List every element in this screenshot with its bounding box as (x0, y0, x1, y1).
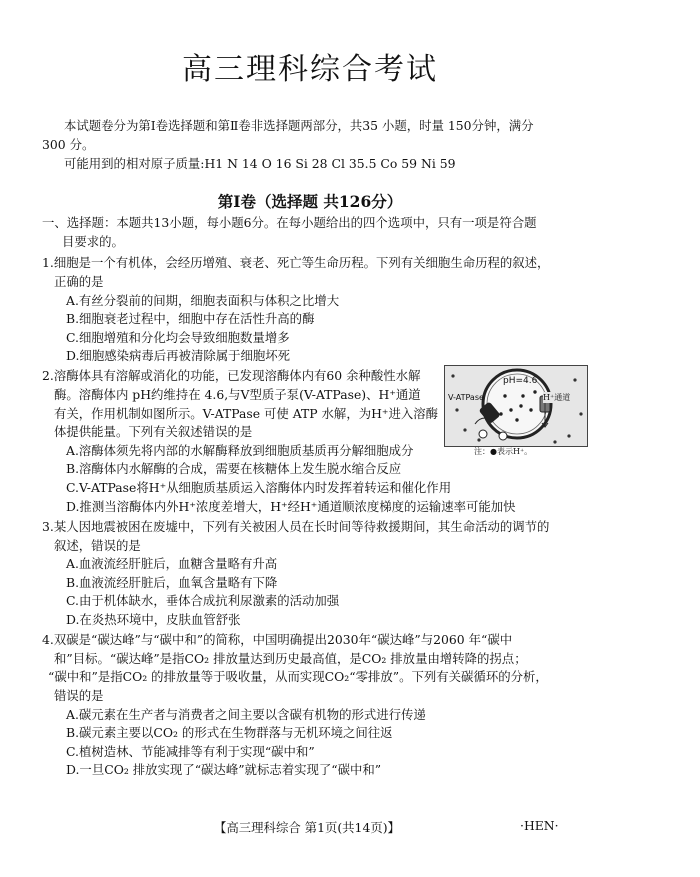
q2-option-c: C.V-ATPase将H⁺从细胞质基质运入溶酶体内时发挥着转运和催化作用 (66, 480, 452, 495)
lysosome-figure (444, 365, 586, 459)
q3-option-a: A.血液流经肝脏后，血糖含量略有升高 (66, 556, 278, 571)
exam-code: ·HEN· (520, 818, 559, 833)
intro-line-2: 300 分。 (42, 137, 95, 152)
q2-option-d: D.推测当溶酶体内外H⁺浓度差增大，H⁺经H⁺通道顺浓度梯度的运输速率可能加快 (66, 499, 516, 514)
q3-option-c: C.由于机体缺水，垂体合成抗利尿激素的活动加强 (66, 593, 340, 608)
q1-option-d: D.细胞感染病毒后再被清除属于细胞坏死 (66, 348, 291, 363)
q4-stem-3: “碳中和”是指CO₂ 的排放量等于吸收量，从而实现CO₂“零排放”。下列有关碳循环的分析， (48, 669, 548, 684)
q4-stem-1: 4.双碳是“碳达峰”与“碳中和”的简称，中国明确提出2030年“碳达峰”与2060 年“碳中 (42, 632, 513, 647)
q1-option-a: A.有丝分裂前的间期，细胞表面积与体积之比增大 (66, 293, 340, 308)
instructions-line-2: 目要求的。 (62, 234, 124, 249)
q2-stem-4: 体提供能量。下列有关叙述错误的是 (54, 424, 253, 439)
q4-option-d: D.一旦CO₂ 排放实现了“碳达峰”就标志着实现了“碳中和” (66, 762, 382, 777)
q4-option-c: C.植树造林、节能减排等有利于实现“碳中和” (66, 744, 315, 759)
figure-caption: 注：●表示H⁺。 (474, 447, 533, 456)
exam-title: 高三理科综合考试 (182, 52, 438, 87)
q3-option-d: D.在炎热环境中，皮肤血管舒张 (66, 612, 241, 627)
ph-label: pH=4.6 (503, 376, 538, 386)
q4-option-b: B.碳元素主要以CO₂ 的形式在生物群落与无机环境之间往返 (66, 725, 393, 740)
q2-stem-3: 有关，作用机制如图所示。V-ATPase 可使 ATP 水解，为H⁺进入溶酶 (54, 406, 439, 421)
lysosome-diagram (444, 365, 588, 447)
intro-line-1: 本试题卷分为第Ⅰ卷选择题和第Ⅱ卷非选择题两部分，共35 小题，时量 150分钟，满分 (64, 118, 534, 133)
q1-option-b: B.细胞衰老过程中，细胞中存在活性升高的酶 (66, 311, 315, 326)
q2-stem-2: 酶。溶酶体内 pH约维持在 4.6,与V型质子泵(V-ATPase)、H⁺通道 (54, 387, 421, 402)
page-footer: 【高三理科综合 第1页(共14页)】 (214, 820, 400, 835)
instructions-line-1: 一、选择题：本题共13小题，每小题6分。在每小题给出的四个选项中，只有一项是符合题 (42, 215, 537, 230)
q1-option-c: C.细胞增殖和分化均会导致细胞数量增多 (66, 330, 290, 345)
v-atpase-label: V-ATPase (448, 393, 484, 402)
q2-option-a: A.溶酶体须先将内部的水解酶释放到细胞质基质再分解细胞成分 (66, 443, 414, 458)
q3-stem-2: 叙述，错误的是 (54, 538, 141, 553)
q1-stem-2: 正确的是 (54, 274, 104, 289)
q3-stem-1: 3.某人因地震被困在废墟中，下列有关被困人员在长时间等待救援期间，其生命活动的调节的 (42, 519, 550, 534)
q1-stem-1: 1.细胞是一个有机体，会经历增殖、衰老、死亡等生命历程。下列有关细胞生命历程的叙述， (42, 255, 550, 270)
section-title: 第Ⅰ卷（选择题 共126分） (217, 192, 403, 211)
q2-stem-1: 2.溶酶体具有溶解或消化的功能，已发现溶酶体内有60 余种酸性水解 (42, 368, 421, 383)
q4-stem-4: 错误的是 (54, 688, 104, 703)
q3-option-b: B.血液流经肝脏后，血氧含量略有下降 (66, 575, 278, 590)
q4-option-a: A.碳元素在生产者与消费者之间主要以含碳有机物的形式进行传递 (66, 707, 426, 722)
q4-stem-2: 和”目标。“碳达峰”是指CO₂ 排放量达到历史最高值，是CO₂ 排放量由增转降的拐点； (54, 651, 527, 666)
h-channel-label: H⁺通道 (543, 393, 571, 402)
atomic-mass-line: 可能用到的相对原子质量:H1 N 14 O 16 Si 28 Cl 35.5 Co 59 Ni 59 (64, 156, 456, 171)
q2-option-b: B.溶酶体内水解酶的合成，需要在核糖体上发生脱水缩合反应 (66, 461, 402, 476)
